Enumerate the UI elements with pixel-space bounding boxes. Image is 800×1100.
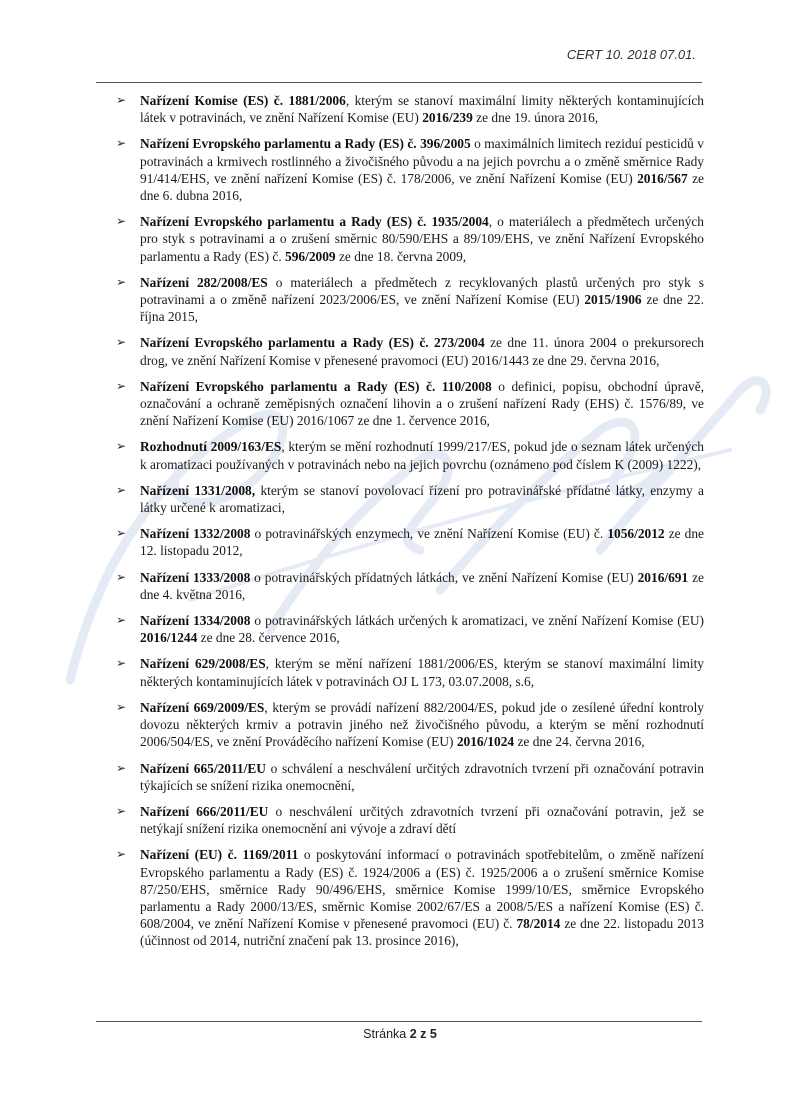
item-reference: Nařízení 1333/2008 bbox=[140, 569, 251, 585]
item-text: kterým se stanoví povolovací řízení pro potravinářské přídatné látky, enzymy a látky určené k aromatizaci, bbox=[140, 482, 704, 516]
item-text: o potravinářských přídatných látkách, ve znění Nařízení Komise (EU) bbox=[250, 569, 638, 585]
item-reference: Nařízení 1332/2008 bbox=[140, 526, 251, 542]
item-reference: 2016/239 bbox=[422, 110, 473, 126]
item-reference: Nařízení 666/2011/EU bbox=[140, 803, 269, 819]
regulation-list bbox=[116, 92, 704, 959]
arrow-bullet-icon: ➢ bbox=[116, 526, 127, 541]
arrow-bullet-icon: ➢ bbox=[116, 656, 127, 671]
item-text: o potravinářských látkách určených k aromatizaci, ve znění Nařízení Komise (EU) bbox=[250, 613, 704, 629]
item-text: o potravinářských enzymech, ve znění Nařízení Komise (EU) č. bbox=[250, 526, 608, 542]
list-item bbox=[116, 274, 704, 326]
item-reference: Nařízení (EU) č. 1169/2011 bbox=[140, 847, 299, 863]
item-reference: Nařízení Evropského parlamentu a Rady (ES) č. 396/2005 bbox=[140, 136, 471, 152]
list-item bbox=[116, 569, 704, 603]
arrow-bullet-icon: ➢ bbox=[116, 613, 127, 628]
certificate-code: CERT 10. 2018 07.01. bbox=[566, 47, 696, 62]
item-text: o schválení a neschválení určitých zdravotních tvrzení při označování potravin týkajících se snížení rizika onemocnění, bbox=[140, 760, 704, 793]
item-reference: Nařízení 1331/2008, bbox=[140, 482, 256, 498]
item-text: , kterým se mění rozhodnutí 1999/217/ES, pokud jde o seznam látek určených k aromatizaci používaných v potravinách nebo na jejich povrchu (oznámeno pod číslem K (2009) 1222), bbox=[140, 439, 705, 472]
arrow-bullet-icon: ➢ bbox=[116, 274, 127, 289]
item-text: ze dne 22. října 2015, bbox=[140, 292, 704, 325]
arrow-bullet-icon: ➢ bbox=[116, 378, 127, 393]
item-reference: Nařízení 282/2008/ES bbox=[140, 274, 268, 290]
item-text: o neschválení určitých zdravotních tvrzení při označování potravin, jež se netýkají snížení rizika onemocnění ani vývoje a zdraví dětí bbox=[140, 803, 705, 837]
arrow-bullet-icon: ➢ bbox=[116, 569, 127, 584]
item-reference: Nařízení Komise (ES) č. 1881/2006 bbox=[140, 93, 346, 108]
arrow-bullet-icon: ➢ bbox=[116, 335, 127, 350]
arrow-bullet-icon: ➢ bbox=[116, 699, 127, 714]
arrow-bullet-icon: ➢ bbox=[116, 847, 127, 862]
list-item bbox=[116, 699, 704, 751]
item-reference: Nařízení 629/2008/ES bbox=[140, 656, 266, 672]
item-text: o materiálech a předmětech z recyklovaných plastů určených pro styk s potravinami a o změně nařízení 2023/2006/ES, ve znění Nařízení Komise (EU) bbox=[140, 274, 704, 308]
arrow-bullet-icon: ➢ bbox=[116, 760, 127, 775]
item-text: o poskytování informací o potravinách spotřebitelům, o změně nařízení Evropského parlamentu a Rady (ES) č. 1924/2006 a (ES) č. 1925/2006 a o zrušení směrnice Komise 87/250/EHS, směrnice Rady 90/496/EHS, směrnice Komise 1999/10/ES, směrnice Evropského parlamentu a Rady 2000/13/ES, směrnic Komise 2002/67/ES a 2008/5/ES a nařízení Komise (ES) č. 608/2004, ve znění Nařízení Komise v přenesené pravomoci (EU) č. bbox=[140, 847, 704, 932]
item-reference: Nařízení 1334/2008 bbox=[140, 613, 251, 629]
arrow-bullet-icon: ➢ bbox=[116, 93, 127, 107]
item-text: ze dne 28. července 2016, bbox=[197, 630, 340, 646]
item-text: ze dne 22. listopadu 2013 (účinnost od 2014, nutriční značení pak 13. prosince 2016), bbox=[140, 916, 704, 949]
item-text: o definici, popisu, obchodní úpravě, označování a ochraně zeměpisných označení lihovin a o zrušení nařízení Rady (EHS) č. 1576/89, ve znění Nařízení Komise (EU) 2016/1067 ze dne 1. července 2016, bbox=[140, 378, 705, 429]
list-item bbox=[116, 482, 704, 516]
page-label: Stránka bbox=[363, 1027, 407, 1041]
arrow-bullet-icon: ➢ bbox=[116, 439, 127, 454]
list-item bbox=[116, 378, 704, 430]
item-reference: Rozhodnutí 2009/163/ES bbox=[140, 439, 282, 455]
arrow-bullet-icon: ➢ bbox=[116, 136, 127, 151]
item-reference: 78/2014 bbox=[516, 916, 561, 932]
item-text: , kterým se stanoví maximální limity některých kontaminujících látek v potravinách, ve znění Nařízení Komise (EU) bbox=[140, 93, 704, 126]
header-divider bbox=[96, 82, 702, 83]
page-separator: z bbox=[420, 1027, 427, 1041]
list-item bbox=[116, 655, 704, 689]
list-item bbox=[116, 803, 704, 837]
list-item bbox=[116, 612, 704, 646]
item-text: ze dne 18. června 2009, bbox=[335, 248, 467, 264]
item-reference: 2016/1024 bbox=[456, 734, 515, 750]
list-item bbox=[116, 525, 704, 559]
arrow-bullet-icon: ➢ bbox=[116, 482, 127, 497]
page-number bbox=[0, 1027, 800, 1041]
item-text: o maximálních limitech reziduí pesticidů v potravinách a krmivech rostlinného a živočišného původu a na jejich povrchu a o změně směrnice Rady 91/414/EHS, ve znění nařízení Komise (ES) č. 178/2006, ve znění Nařízení Komise (EU) bbox=[140, 136, 704, 186]
list-item bbox=[116, 334, 704, 368]
list-item bbox=[116, 92, 704, 126]
arrow-bullet-icon: ➢ bbox=[116, 214, 127, 229]
item-reference: 2016/691 bbox=[637, 569, 689, 585]
page-current: 2 bbox=[409, 1027, 417, 1041]
item-text: ze dne 12. listopadu 2012, bbox=[140, 526, 704, 559]
item-reference: 596/2009 bbox=[285, 248, 336, 264]
list-item bbox=[116, 846, 704, 949]
item-reference: Nařízení Evropského parlamentu a Rady (ES) č. 110/2008 bbox=[140, 378, 492, 394]
item-text: , o materiálech a předmětech určených pro styk s potravinami a o zrušení směrnic 80/590/EHS a 89/109/EHS, ve znění Nařízení Evropského parlamentu a Rady (ES) č. bbox=[140, 214, 705, 264]
item-reference: 2015/1906 bbox=[584, 292, 642, 308]
list-item bbox=[116, 438, 704, 472]
item-reference: 1056/2012 bbox=[607, 526, 665, 542]
arrow-bullet-icon: ➢ bbox=[116, 803, 127, 818]
item-text: ze dne 6. dubna 2016, bbox=[140, 170, 704, 204]
item-reference: 2016/567 bbox=[637, 170, 688, 186]
item-reference: Nařízení Evropského parlamentu a Rady (ES) č. 273/2004 bbox=[140, 335, 485, 351]
list-item bbox=[116, 760, 704, 794]
item-text: , kterým se provádí nařízení 882/2004/ES, pokud jde o zesílené úřední kontroly dovozu některých krmiv a potravin jiného než živočišného původu, a kterým se mění rozhodnutí 2006/504/ES, ve znění Prováděcího nařízení Komise (EU) bbox=[140, 699, 704, 750]
footer-divider bbox=[96, 1021, 702, 1022]
item-reference: Nařízení Evropského parlamentu a Rady (ES) č. 1935/2004 bbox=[140, 214, 489, 230]
list-item bbox=[116, 135, 704, 204]
page-total: 5 bbox=[429, 1027, 437, 1041]
item-reference: 2016/1244 bbox=[140, 630, 198, 646]
list-item bbox=[116, 213, 704, 265]
item-text: , kterým se mění nařízení 1881/2006/ES, kterým se stanoví maximální limity některých kontaminujících látek v potravinách OJ L 173, 03.07.2008, s.6, bbox=[140, 656, 704, 689]
item-text: ze dne 4. května 2016, bbox=[140, 569, 704, 602]
item-text: ze dne 19. února 2016, bbox=[472, 110, 599, 126]
item-reference: Nařízení 665/2011/EU bbox=[140, 760, 266, 776]
item-text: ze dne 11. února 2004 o prekursorech drog, ve znění Nařízení Komise v přenesené pravomoci (EU) 2016/1443 ze dne 29. června 2016, bbox=[140, 335, 704, 368]
item-reference: Nařízení 669/2009/ES bbox=[140, 699, 265, 715]
item-text: ze dne 24. června 2016, bbox=[514, 734, 645, 750]
